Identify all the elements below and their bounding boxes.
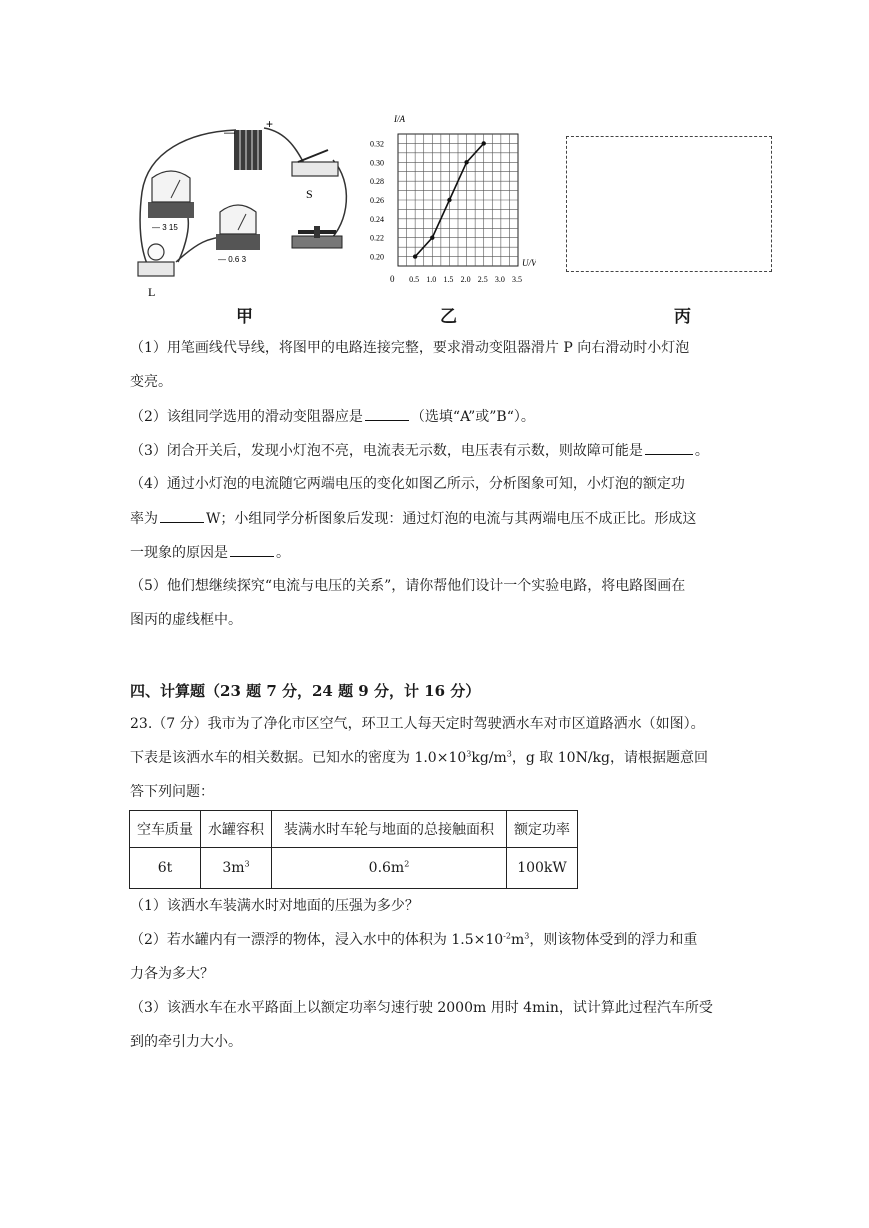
current-voltage-chart <box>366 112 536 292</box>
y-tick-label: 0.20 <box>370 252 384 262</box>
figure-jia-label: 甲 <box>236 307 253 327</box>
q2-text-a: （2）该组同学选用的滑动变阻器应是 <box>130 409 363 425</box>
drawing-box[interactable] <box>566 136 772 272</box>
q4-line2 <box>130 508 750 529</box>
y-tick-label: 0.32 <box>370 139 384 149</box>
answer-blank[interactable] <box>160 508 204 523</box>
lamp-label: L <box>148 285 156 299</box>
q3-text-b: 。 <box>694 443 709 459</box>
q4-text-c: 一现象的原因是 <box>130 545 228 561</box>
switch-label: S <box>306 187 313 201</box>
x-tick-label: 1.5 <box>443 275 454 284</box>
table-header-row <box>130 811 578 848</box>
table-header-cell: 水罐容积 <box>201 811 272 848</box>
q2 <box>130 406 750 427</box>
voltmeter <box>148 171 194 218</box>
exponent: 3 <box>244 859 250 869</box>
table-header-cell: 额定功率 <box>507 811 578 848</box>
s2-line1 <box>130 930 750 950</box>
exponent: 2 <box>404 859 410 869</box>
s2-line2: 力各为多大？ <box>130 966 214 982</box>
q4-text-a: 率为 <box>130 511 158 527</box>
section-title: 四、计算题（23 题 7 分，24 题 9 分，计 16 分） <box>130 682 481 700</box>
table-cell <box>272 848 507 889</box>
q23-line1: 23.（7 分）我市为了净化市区空气，环卫工人每天定时驾驶洒水车对市区道路洒水（如图）。 <box>130 716 705 732</box>
s2-text-b: m <box>510 932 525 948</box>
q1-line2: 变亮。 <box>130 374 172 390</box>
table-cell: 100kW <box>507 848 578 889</box>
data-point <box>430 236 434 240</box>
q4-text-d: 。 <box>276 545 290 561</box>
origin-label: 0 <box>390 274 395 284</box>
answer-blank[interactable] <box>365 406 409 421</box>
ammeter <box>216 205 260 250</box>
exponent: -2 <box>503 931 511 941</box>
answer-blank[interactable] <box>645 440 693 455</box>
circuit-figure <box>128 112 360 302</box>
x-tick-label: 3.5 <box>512 275 522 284</box>
ammeter-scale: — 0.6 3 <box>218 255 247 264</box>
s3-line1: （3）该洒水车在水平路面上以额定功率匀速行驶 2000m 用时 4min，试计算此过程汽车所受 <box>130 1000 713 1016</box>
battery-minus: — <box>224 127 235 139</box>
table-header-cell: 空车质量 <box>130 811 201 848</box>
battery-plus: + <box>266 117 274 131</box>
exponent: 3 <box>506 749 512 759</box>
figure-bing-label: 丙 <box>674 307 691 327</box>
data-point <box>413 254 417 258</box>
q23-line3: 答下列问题： <box>130 784 214 800</box>
rheostat <box>292 226 342 248</box>
q1-line1: （1）用笔画线代导线，将图甲的电路连接完整，要求滑动变阻器滑片 P 向右滑动时小灯泡 <box>130 340 690 356</box>
y-tick-label: 0.30 <box>370 158 384 168</box>
x-tick-label: 2.5 <box>477 275 488 284</box>
y-tick-label: 0.28 <box>370 177 384 187</box>
exponent: 3 <box>524 931 530 941</box>
q4-line1: （4）通过小灯泡的电流随它两端电压的变化如图乙所示，分析图象可知，小灯泡的额定功 <box>130 476 685 492</box>
data-point <box>482 141 486 145</box>
figure-yi-label: 乙 <box>440 307 457 327</box>
q3 <box>130 440 750 461</box>
q23-line2-a: 下表是该洒水车的相关数据。已知水的密度为 1.0×10 <box>130 750 467 766</box>
x-tick-label: 3.0 <box>494 275 505 284</box>
q4-line3 <box>130 542 750 563</box>
battery <box>234 130 262 170</box>
s3-line2: 到的牵引力大小。 <box>130 1034 242 1050</box>
q5-line1: （5）他们想继续探究“电流与电压的关系”，请你帮他们设计一个实验电路，将电路图画在 <box>130 578 686 594</box>
x-tick-label: 2.0 <box>460 275 471 284</box>
q23-line2-b: kg/m <box>471 750 507 766</box>
table-cell <box>201 848 272 889</box>
x-tick-label: 1.0 <box>426 275 437 284</box>
q2-text-b: （选填“A”或”B“）。 <box>410 409 535 425</box>
table-header-cell: 装满水时车轮与地面的总接触面积 <box>272 811 507 848</box>
x-tick-label: 0.5 <box>409 275 420 284</box>
cell-value: 0.6m <box>368 860 405 876</box>
q5-line2: 图丙的虚线框中。 <box>130 612 242 628</box>
q4-text-b: W；小组同学分析图象后发现：通过灯泡的电流与其两端电压不成正比。形成这 <box>206 511 697 527</box>
s2-text-c: ，则该物体受到的浮力和重 <box>529 932 698 948</box>
table-row <box>130 848 578 889</box>
data-point <box>447 198 451 202</box>
cell-value: 3m <box>222 860 245 876</box>
s1: （1）该洒水车装满水时对地面的压强为多少？ <box>130 898 419 914</box>
y-axis-label: I/A <box>394 114 405 124</box>
voltmeter-scale: — 3 15 <box>152 223 178 232</box>
y-tick-label: 0.26 <box>370 196 384 205</box>
x-axis-label: U/V <box>522 258 536 268</box>
spec-table <box>129 810 578 889</box>
q3-text-a: （3）闭合开关后，发现小灯泡不亮，电流表无示数，电压表有示数，则故障可能是 <box>130 443 643 459</box>
exponent: 3 <box>466 749 472 759</box>
y-tick-label: 0.24 <box>370 214 384 224</box>
q23-line2-c: ，g 取 10N/kg，请根据题意回 <box>511 750 708 766</box>
answer-blank[interactable] <box>230 542 274 557</box>
table-cell: 6t <box>130 848 201 889</box>
data-point <box>464 160 468 164</box>
y-tick-label: 0.22 <box>370 233 384 243</box>
s2-text-a: （2）若水罐内有一漂浮的物体，浸入水中的体积为 1.5×10 <box>130 932 504 948</box>
q23-line2 <box>130 748 750 768</box>
